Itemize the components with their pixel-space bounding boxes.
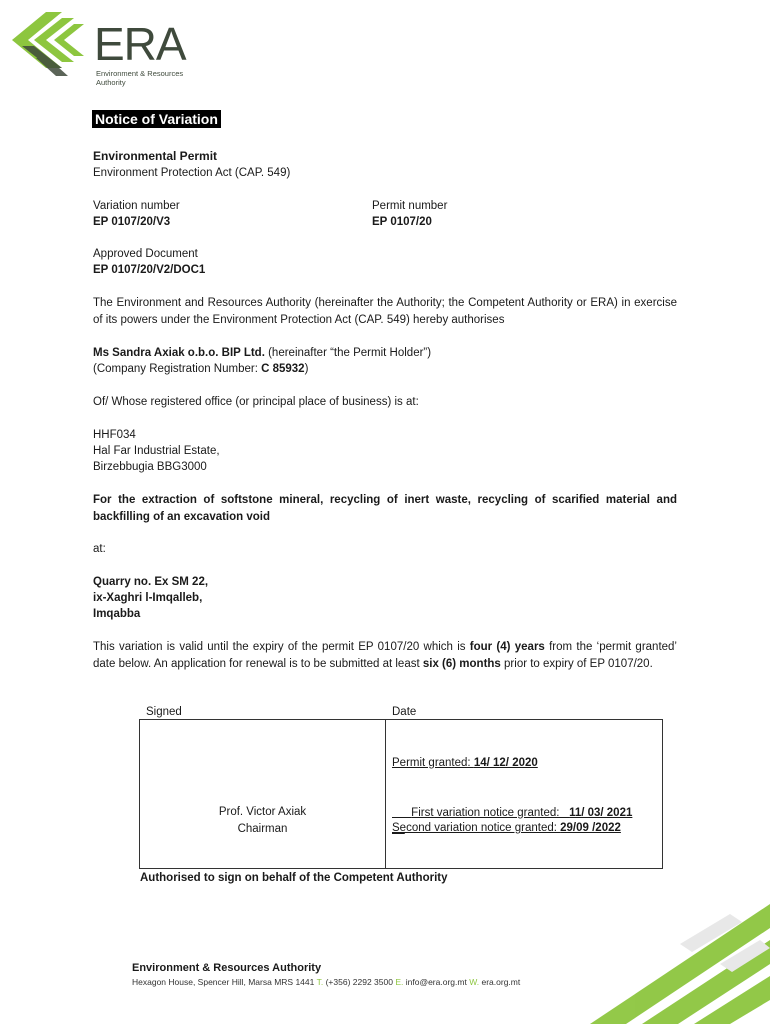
- address-line-1: HHF034: [93, 429, 136, 441]
- variation-number-label: Variation number: [93, 200, 180, 212]
- permit-holder-name: Ms Sandra Axiak o.b.o. BIP Ltd.: [93, 347, 265, 359]
- footer-address: Hexagon House, Spencer Hill, Marsa MRS 1441: [132, 977, 315, 987]
- permit-granted-line: [392, 755, 538, 772]
- validity-paragraph: [93, 639, 677, 672]
- permit-type: Environmental Permit: [93, 149, 218, 163]
- at-label: at:: [93, 543, 106, 555]
- site-line-1: Quarry no. Ex SM 22,: [93, 576, 209, 588]
- notice-title: Notice of Variation: [92, 110, 221, 128]
- intro-paragraph: The Environment and Resources Authority (hereinafter the Authority; the Competent Authority or ERA) in exercise of its powers under the Environment Protection Act (CAP. 549) hereby authorises: [93, 297, 677, 326]
- signatory-name: Prof. Victor Axiak: [218, 806, 307, 818]
- second-variation-label: Second variation notice granted:: [392, 822, 561, 834]
- logo-wordmark: ERA: [94, 18, 186, 70]
- signature-cell: [140, 720, 386, 868]
- company-reg-suffix: ): [304, 363, 309, 375]
- footer-web-link[interactable]: era.org.mt: [481, 977, 521, 987]
- permit-purpose: For the extraction of softstone mineral, recycling of inert waste, recycling of scarified material and backfilling of an excavation void: [93, 494, 677, 523]
- validity-text-3: prior to expiry of EP 0107/20.: [500, 657, 653, 670]
- second-variation-line: [392, 820, 621, 837]
- site-line-3: Imqabba: [93, 608, 141, 620]
- approved-document-value: EP 0107/20/V2/DOC1: [93, 264, 206, 276]
- footer-chevron-decoration: [530, 884, 770, 1024]
- company-reg-value: C 85932: [261, 363, 305, 375]
- era-logo: [10, 6, 200, 90]
- renewal-notice-period: six (6) months: [422, 657, 501, 670]
- logo-subtitle-line-1: Environment & Resources: [96, 69, 184, 78]
- date-cell: [386, 720, 662, 868]
- validity-text-2: from the ‘permit granted’ date below. An application for renewal is to be submitted at least: [93, 641, 677, 670]
- validity-duration: four (4) years: [469, 641, 545, 653]
- validity-text-1: This variation is valid until the expiry of the permit EP 0107/20 which is: [93, 641, 470, 653]
- permit-granted-label: Permit granted:: [392, 757, 474, 769]
- logo-subtitle-line-2: Authority: [96, 78, 126, 87]
- footer-web-prefix: W.: [469, 977, 480, 987]
- permit-holder-suffix: (hereinafter “the Permit Holder”): [264, 347, 432, 359]
- address-line-3: Birzebbugia BBG3000: [93, 461, 207, 473]
- first-variation-date: 11/ 03/ 2021: [569, 806, 633, 819]
- registered-office-line: Of/ Whose registered office (or principal place of business) is at:: [93, 396, 419, 408]
- second-variation-date: 29/09 /2022: [560, 822, 621, 834]
- footer-tel: (+356) 2292 3500: [325, 977, 393, 987]
- company-registration-line: [93, 361, 308, 378]
- permit-holder-line: [93, 345, 431, 362]
- authorised-note: Authorised to sign on behalf of the Competent Authority: [140, 872, 448, 884]
- variation-number-value: EP 0107/20/V3: [93, 216, 171, 228]
- signature-table: [139, 719, 663, 869]
- permit-number-label: Permit number: [372, 200, 448, 212]
- approved-document-label: Approved Document: [93, 248, 198, 260]
- footer-email-link[interactable]: info@era.org.mt: [405, 977, 467, 987]
- date-column-label: Date: [392, 706, 417, 718]
- footer-org-name: Environment & Resources Authority: [132, 962, 322, 974]
- permit-number-value: EP 0107/20: [372, 216, 432, 228]
- first-variation-label: First variation notice granted:: [411, 806, 570, 819]
- address-line-2: Hal Far Industrial Estate,: [93, 445, 220, 457]
- permit-granted-date: 14/ 12/ 2020: [473, 757, 538, 769]
- signatory-role: Chairman: [237, 823, 288, 835]
- act-reference: Environment Protection Act (CAP. 549): [93, 167, 291, 179]
- footer-contact-line: [132, 977, 520, 987]
- signed-column-label: Signed: [146, 706, 182, 718]
- footer-tel-prefix: T.: [316, 977, 324, 987]
- footer-email-prefix: E.: [395, 977, 404, 987]
- notice-title-wrap: [92, 110, 221, 129]
- site-line-2: ix-Xaghri l-Imqalleb,: [93, 592, 203, 604]
- era-chevron-icon: [10, 6, 102, 90]
- company-reg-prefix: (Company Registration Number:: [93, 363, 262, 375]
